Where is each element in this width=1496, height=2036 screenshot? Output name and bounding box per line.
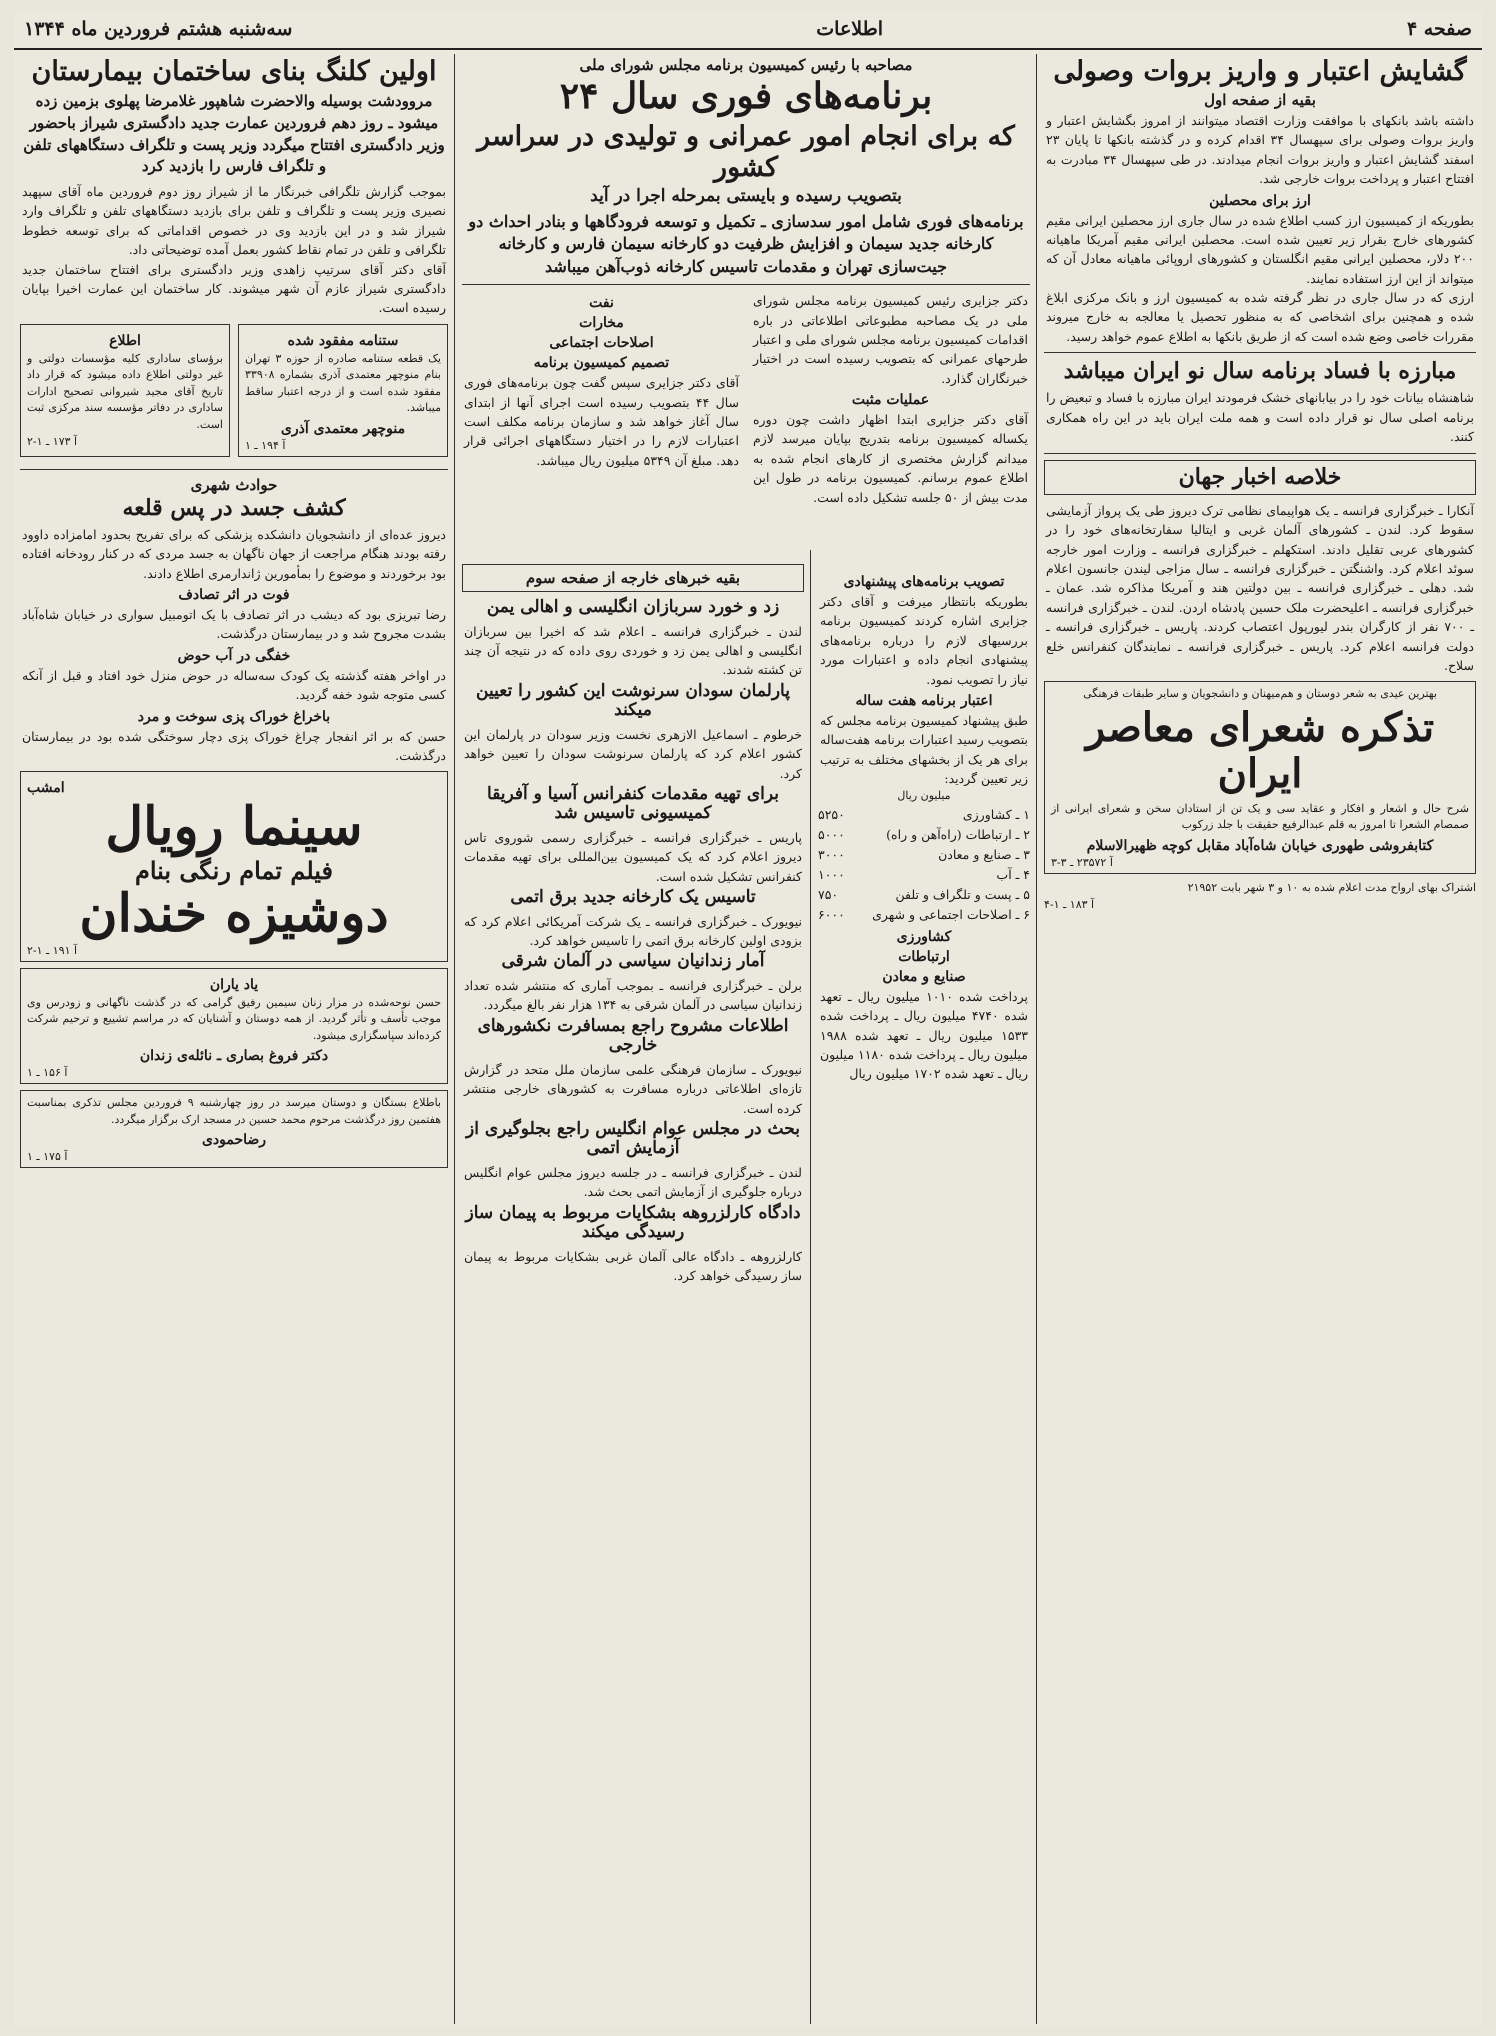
budget-row <box>818 905 1030 925</box>
memorial-notice <box>20 968 448 1085</box>
budget-item: ۵ ـ پست و تلگراف و تلفن <box>895 886 1030 902</box>
page-number: صفحه ۴ <box>1406 18 1472 40</box>
article-body: دکتر جزایری رئیس کمیسیون برنامه مجلس شورای ملی در یک مصاحبه مطبوعاتی اطلاعاتی در باره اقدامات کمیسیون برنامه مجلس شورای ملی و اعتبار طرحهای عمرانی که بتصویب رسیده است در اختیار خبرنگاران گذارد. <box>753 293 1028 386</box>
continued-label: بقیه خبرهای خارجه از صفحه سوم <box>462 564 804 592</box>
subscription-code: آ ۱۸۳ ـ ۱-۴ <box>1044 898 1095 912</box>
advert-tonight: امشب <box>27 780 65 797</box>
column-divider <box>454 54 455 2024</box>
budget-row <box>818 845 1030 865</box>
cinema-advert <box>20 771 448 961</box>
budget-list <box>818 805 1030 925</box>
incident-body: حسن که بر اثر انفجار چراغ خوراک پزی دچار سوختگی شده بود در بیمارستان درگذشت. <box>22 728 446 763</box>
subscription-note: اشتراک بهای ارواح مدت اعلام شده به ۱۰ و ۳ شهر بابت ۲۱۹۵۲ <box>1187 880 1476 894</box>
incidents-label: حوادث شهری <box>190 475 278 494</box>
news-headline: اطلاعات مشروح راجع بمسافرت نکشورهای خارجی <box>477 1015 789 1056</box>
subheading: مخارات <box>579 315 624 332</box>
budget-value: ۳۰۰۰ <box>818 846 845 862</box>
news-body: لندن ـ خبرگزاری فرانسه ـ در جلسه دیروز مجلس عوام انگلیس درباره جلوگیری از آزمایش اتمی بحث شد. <box>464 1165 802 1200</box>
column-divider <box>810 550 811 2024</box>
world-news-body: آنکارا ـ خبرگزاری فرانسه ـ یک هواپیمای نظامی ترک دیروز طی یک پرواز آزمایشی سقوط کرد. لندن ـ کشورهای آلمان غربی و ایتالیا سفارتخانه‌های خود را در کشورهای عربی تقلیل دادند. استکهلم ـ خبرگزاری فرانسه ـ وزارت امور خارجه سوئد اعلام کرد. واشنگتن ـ خبرگزاری فرانسه ـ سال مزاجی لیندن جانسون اعلام شد. دهلی ـ خبرگزاری فرانسه ـ بین دولتین هند و آمریکا مذاکره شد. عمان ـ خبرگزاری فرانسه ـ اعلیحضرت ملک حسین پادشاه اردن. لندن ـ خبرگزاری فرانسه ـ ۷۰۰ نفر از کارگران بندر لیورپول اعتصاب کردند. پاریس ـ خبرگزاری فرانسه ـ دولت فرانسه اعلام کرد. پاریس ـ خبرگزاری فرانسه ـ نمایندگان کنفرانس خلع سلاح. <box>1046 502 1475 673</box>
article-body: بموجب گزارش تلگرافی خبرنگار ما از شیراز روز دوم فروردین ماه آقای سپهبد نصیری وزیر پست و تلگراف و تلفن برای بازدید دستگاههای تلفن و تلگراف وارد شیراز شد و در این بازدید وی در خصوص اقداماتی که برای توسعه خطوط تلگرافی و تلفن در تمام نقاط کشور بعمل آمده توضیحاتی داد. <box>22 184 446 258</box>
memorial-title: یاد یاران <box>209 976 259 993</box>
article-body: شاهنشاه بیانات خود را در بیابانهای خشک فرمودند ایران مبارزه با فساد و تبعیض را برنامه اصلی سال نو قرار داده است و همه ملت ایران باید در این راه همکاری کنند. <box>1046 390 1474 445</box>
main-subheadline-2: بتصویب رسیده و بایستی بمرحله اجرا در آید <box>590 186 902 207</box>
notice-title: ستنامه مفقود شده <box>287 332 399 349</box>
right-column <box>1044 54 1476 2020</box>
advert-intro: بهترین عیدی به شعر دوستان و هم‌میهنان و دانشجویان و سایر طبقات فرهنگی <box>1083 687 1437 701</box>
book-advert <box>1044 681 1476 874</box>
advert-footer: کتابفروشی طهوری خیابان شاه‌آباد مقابل کوچه ظهیرالاسلام <box>1086 837 1434 854</box>
hospital-deck: مروودشت بوسیله والاحضرت شاهپور غلامرضا پهلوی بزمین زده میشود ـ روز دهم فروردین عمارت جدید دادگستری شیراز باحضور وزیر دادگستری افتتاح میگردد وزیر پست و تلگراف دستگاههای تلفن و تلگراف فارس را بازدید کرد <box>23 92 445 176</box>
article-body: آقای دکتر جزایری ابتدا اظهار داشت چون دوره یکساله کمیسیون برنامه بتدریج بپایان میرسد لازم میدانم گزارش مختصری از کارهای انجام شده به اطلاع عموم برسانم. کمیسیون برنامه در طول این مدت بیش از ۵۰ جلسه تشکیل داده است. <box>753 412 1028 505</box>
main-deck: برنامه‌های فوری شامل امور سدسازی ـ تکمیل و توسعه فرودگاهها و بنادر احداث دو کارخانه جدید سیمان و افزایش ظرفیت دو کارخانه سیمان فارس و کارخانه جیت‌سازی تهران و مقدمات تاسیس کارخانه ذوب‌آهن میباشد <box>468 212 1024 276</box>
article-body: بطوریکه بانتظار میرفت و آقای دکتر جزایری اشاره کردند کمیسیون برنامه بررسیهای لازم را درباره برنامه‌های پیشنهادی انجام داده و اعتبارات مورد نیاز را تصویب نمود. <box>820 594 1028 687</box>
news-headline: آمار زندانیان سیاسی در آلمان شرقی <box>501 951 765 972</box>
budget-value: ۵۰۰۰ <box>818 826 845 842</box>
budget-item: ۱ ـ کشاورزی <box>962 806 1030 822</box>
subheading: صنایع و معادن <box>882 968 966 985</box>
section-divider <box>1044 352 1476 353</box>
section-divider <box>20 469 448 470</box>
subheading: ارتباطات <box>898 948 950 965</box>
news-headline: بحث در مجلس عوام انگلیس راجع بجلوگیری از آزمایش اتمی <box>466 1118 800 1159</box>
budget-row <box>818 885 1030 905</box>
interview-kicker: مصاحبه با رئیس کمیسیون برنامه مجلس شورای ملی <box>579 56 913 74</box>
middle-top <box>462 54 1030 550</box>
budget-value: ۱۰۰۰ <box>818 866 845 882</box>
headline-hospital: اولین کلنگ بنای ساختمان بیمارستان <box>31 56 437 87</box>
newspaper-page <box>14 10 1482 2026</box>
news-body: برلن ـ خبرگزاری فرانسه ـ بموجب آماری که منتشر شده تعداد زندانیان سیاسی در آلمان شرقی به ۱۳۴ هزار نفر بالغ میگردد. <box>464 977 802 1013</box>
headline-corruption: مبارزه با فساد برنامه سال نو ایران میباشد <box>1063 358 1457 385</box>
incident-body: در اواخر هفته گذشته یک کودک سه‌ساله در حوض منزل خود افتاد و قبل از آنکه کسی متوجه شود خفه گردید. <box>22 667 446 703</box>
news-body: کارلزروهه ـ دادگاه عالی آلمان غربی بشکایات مربوط به پیمان ساز رسیدگی خواهد کرد. <box>464 1248 802 1284</box>
budget-item: ۶ ـ اصلاحات اجتماعی و شهری <box>872 906 1030 922</box>
lost-document-notice <box>238 324 448 457</box>
subheading: تصمیم کمیسیون برنامه <box>533 355 670 372</box>
issue-date: سه‌شنبه هشتم فروردین ماه ۱۳۴۴ <box>24 18 293 40</box>
notice-body: برؤسای ساداری کلیه مؤسسات دولتی و غیر دولتی اطلاع داده میشود که قرار داد تاریخ آقای مجید شیروانی تصحیح ادارات ساداری در دفاتر مؤسسه سند مرکزی ثبت است. <box>27 351 223 431</box>
subheading: تصویب برنامه‌های پیشنهادی <box>843 574 1005 590</box>
incident-headline: کشف جسد در پس قلعه <box>122 494 346 521</box>
incident-headline: خفگی در آب حوض <box>177 647 291 664</box>
news-body: نیویورک ـ سازمان فرهنگی علمی سازمان ملل متحد در گزارش تازه‌ای اطلاعاتی درباره مسافرت به کشورهای خارجی منتشر کرده است. <box>464 1061 802 1116</box>
subheading: اعتبار برنامه هفت ساله <box>855 692 993 709</box>
news-body: خرطوم ـ اسماعیل الازهری نخست وزیر سودان در پارلمان این کشور اعلام کرد که پارلمان سرنوشت سودان را تعیین خواهد کرد. <box>464 726 802 781</box>
subheading: عملیات مثبت <box>851 392 930 409</box>
main-subheadline: که برای انجام امور عمرانی و تولیدی در سراسر کشور <box>477 121 1015 184</box>
notice-code: آ ۱۹۴ ـ ۱ <box>245 438 286 452</box>
budget-item: ۳ ـ صنایع و معادن <box>938 846 1030 862</box>
paper-name: اطلاعات <box>816 18 884 40</box>
budget-value: ۶۰۰۰ <box>818 906 845 922</box>
budget-row <box>818 805 1030 825</box>
ceremony-notice <box>20 1090 448 1168</box>
ceremony-body: باطلاع بستگان و دوستان میرسد در روز چهارشنبه ۹ فروردین مجلس تذکری بمناسبت هفتمین روز درگذشت مرحوم محمد حسین در مسجد ارک برگزار میگردد. <box>27 1096 441 1126</box>
article-body: بطوریکه از کمیسیون ارز کسب اطلاع شده در سال جاری ارز محصلین ایرانی مقیم کشورهای خارج بقرار زیر تعیین شده است. محصلین ایرانی مقیم آمریکا ماهیانه ۲۰۰ دلار، محصلین ایرانی مقیم انگلستان و کشورهای اروپائی ماهیانه معادل آن که میتواند از این ارز استفاده نمایند. <box>1046 212 1474 286</box>
cinema-name: سینما رویال <box>105 796 363 858</box>
article-body: پرداخت شده ۱۰۱۰ میلیون ریال ـ تعهد شده ۴۷۴۰ میلیون ریال ـ پرداخت شده ۱۵۳۳ میلیون ریال ـ تعهد شده ۱۹۸۸ میلیون ریال ـ پرداخت شده ۱۱۸۰ میلیون ریال ـ تعهد شده ۱۷۰۲ میلیون ریال <box>820 988 1029 1082</box>
budget-value: ۵۲۵۰ <box>818 806 845 822</box>
article-body: داشته باشد بانکهای با موافقت وزارت اقتصاد میتوانند از امروز بگشایش اعتبار و واریز بروات وصولی برای سپهسال ۳۴ اقدام کرده و در گذشته بانکها تا پایان ۲۳ اسفند گشایش اعتبار و واریز بروات انجام میدادند. در طی سپهسال ۳۴ مبادرت به افتتاح اعتبار و پرداخت بروات خارجی شد. <box>1046 113 1474 187</box>
film-title: دوشیزه خندان <box>79 882 389 944</box>
headline-world-news: خلاصه اخبار جهان <box>1044 460 1476 495</box>
budget-item: ۲ ـ ارتباطات (راه‌آهن و راه) <box>886 826 1030 842</box>
memorial-signature: دکتر فروغ بصاری ـ نائله‌ی زندان <box>139 1048 329 1065</box>
article-body: آقای دکتر جزایری سپس گفت چون برنامه‌های فوری سال ۴۴ بتصویب رسیده است اجرای آنها از ابتدای سال آغاز خواهد شد و سازمان برنامه مکلف است اعتبارات لازم را در اختیار دستگاههای اجرائی قرار دهد. مبلغ آن ۵۳۴۹ میلیون ریال میباشد. <box>464 375 740 468</box>
incident-body: رضا تبریزی بود که دیشب در اثر تصادف با یک اتومبیل سواری در خیابان شاه‌آباد بشدت مجروح شد و در بیمارستان درگذشت. <box>22 607 446 642</box>
main-article <box>462 291 1030 507</box>
page-header <box>14 10 1482 50</box>
budget-row <box>818 825 1030 845</box>
advert-code: آ ۲۳۵۷۲ ـ ۳-۳ <box>1051 855 1113 869</box>
notice-name: منوچهر معتمدی آذری <box>280 420 406 437</box>
foreign-news-column <box>462 558 804 2020</box>
news-body: لندن ـ خبرگزاری فرانسه ـ اعلام شد که اخیرا بین سربازان انگلیسی و اهالی یمن زد و خوردی روی داده که در نتیجه آن چند تن کشته شدند. <box>464 623 802 678</box>
news-body: نیویورک ـ خبرگزاری فرانسه ـ یک شرکت آمریکائی اعلام کرد که بزودی اولین کارخانه برق اتمی را تاسیس خواهد کرد. <box>464 913 802 949</box>
budget-row <box>818 865 1030 885</box>
incident-headline: فوت در اثر تصادف <box>178 587 290 604</box>
news-body: پاریس ـ خبرگزاری فرانسه ـ خبرگزاری رسمی شوروی تاس دیروز اعلام کرد که یک کمیسیون بین‌المللی برای تهیه مقدمات کنفرانس تشکیل شده است. <box>464 829 802 884</box>
film-description: فیلم تمام رنگی بنام <box>134 855 334 885</box>
budget-unit: میلیون ریال <box>897 789 951 803</box>
column-divider <box>1036 54 1037 2024</box>
budget-column <box>818 570 1030 2020</box>
subheading: ارز برای محصلین <box>1209 192 1311 209</box>
news-headline: دادگاه کارلزروهه بشکایات مربوط به پیمان ساز رسیدگی میکند <box>465 1202 801 1243</box>
budget-item: ۴ ـ آب <box>996 866 1030 882</box>
ceremony-code: آ ۱۷۵ ـ ۱ <box>27 1150 68 1164</box>
main-headline: برنامه‌های فوری سال ۲۴ <box>559 75 933 117</box>
news-headline: پارلمان سودان سرنوشت این کشور را تعیین میکند <box>476 680 790 721</box>
advert-body: شرح حال و اشعار و افکار و عقاید سی و یک تن از استادان سخن و شعرای ایرانی از صمصام الشعرا تا امروز به قلم عبدالرفیع حقیقت با جلد زرکوب <box>1051 801 1469 832</box>
notice-title: اطلاع <box>109 332 141 349</box>
left-column <box>20 54 448 2020</box>
notice-code: آ ۱۷۳ ـ ۱-۲ <box>27 435 78 449</box>
article-body: آقای دکتر آقای سرتیپ زاهدی وزیر دادگستری برای افتتاح ساختمان جدید دادگستری شیراز عازم آن شهر میشوند. کار ساختمان این عمارت اخیرا بپایان رسیده است. <box>22 261 446 316</box>
memorial-body: حسن نوحه‌شده در مزار زنان سیمین رفیق گرامی که در گذشت ناگهانی و زودرس وی موجب تأسف و تأثر گردید. از همه دوستان و آشنایان که در مراسم تشییع و ترحیم شرکت کرده‌اند سپاسگزاری میشود. <box>27 995 441 1042</box>
subheading: کشاورزی <box>896 928 952 945</box>
headline-credits: گشایش اعتبار و واریز بروات وصولی <box>1053 56 1467 87</box>
subheading: نفت <box>589 295 614 312</box>
advert-title: تذکره شعرای معاصر ایران <box>1085 703 1435 797</box>
continued-label: بقیه از صفحه اول <box>1204 91 1316 110</box>
article-body: ارزی که در سال جاری در نظر گرفته شده به کمیسیون ارز و بانک مرکزی ابلاغ شده و همچنین برای اشخاصی که به منظور تحصیل یا معالجه به خارج میروند مقررات خاصی وضع شده است که از طریق بانکها به اطلاع عموم خواهد رسید. <box>1046 290 1474 344</box>
section-divider <box>462 284 1030 285</box>
section-divider <box>1044 453 1476 454</box>
memorial-code: آ ۱۵۶ ـ ۱ <box>27 1066 68 1080</box>
incident-headline: باخراغ خوراک پزی سوخت و مرد <box>137 708 331 725</box>
incident-body: دیروز عده‌ای از دانشجویان دانشکده پزشکی که برای تفریح بحدود امامزاده داوود رفته بودند هنگام مراجعت از جهان ناگهان به جسد مردی که در کنار رودخانه افتاده بود برخوردند و موضوع را بمأمورین ژاندارمری اطلاع دادند. <box>22 526 446 581</box>
notice-row <box>20 318 448 463</box>
subheading: اصلاحات اجتماعی <box>549 335 654 352</box>
news-headline: زد و خورد سربازان انگلیسی و اهالی یمن <box>486 597 780 617</box>
news-headline: برای تهیه مقدمات کنفرانس آسیا و آفریقا کمیسیونی تاسیس شد <box>487 783 779 824</box>
article-body: طبق پیشنهاد کمیسیون برنامه مجلس که بتصویب رسید اعتبارات برنامه هفت‌ساله برای هر یک از بخشهای مختلف به ترتیب زیر تعیین گردید: <box>820 712 1028 786</box>
budget-value: ۷۵۰ <box>818 886 839 902</box>
info-notice <box>20 324 230 457</box>
advert-code: آ ۱۹۱ ـ ۱-۲ <box>27 943 78 957</box>
ceremony-signature: رضاحمودی <box>201 1132 267 1149</box>
news-headline: تاسیس یک کارخانه جدید برق اتمی <box>510 887 756 908</box>
notice-body: یک قطعه ستنامه صادره از حوزه ۳ تهران بنام منوچهر معتمدی آذری بشماره ۳۳۹۰۸ مفقود شده است و از درجه اعتبار ساقط میباشد. <box>245 351 441 415</box>
